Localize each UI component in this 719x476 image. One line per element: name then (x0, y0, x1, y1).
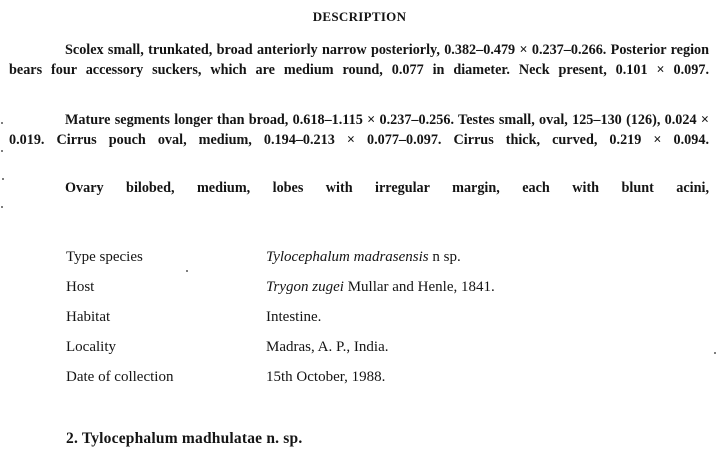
info-row-type-species (66, 242, 495, 272)
paragraph-mature-segments-text: Mature segments longer than broad, 0.618–1.115 × 0.237–0.256. Testes small, oval, 125–130 (126), 0.024 × 0.019. Cirrus pouch oval, medium, 0.194–0.213 × 0.077–0.097. Cirrus thick, curved, 0.219 × 0.094. (9, 112, 709, 148)
species-subheading: 2. Tylocephalum madhulatae n. sp. (66, 430, 303, 447)
paragraph-scolex-text: Scolex small, trunkated, broad anteriorly narrow posteriorly, 0.382–0.479 × 0.237–0.266. Posterior region bears four accessory suckers, which are medium round, 0.077 in diameter. Neck present, 0.101 × 0.097. (9, 42, 709, 78)
info-value (266, 309, 321, 326)
info-row-date-of-collection (66, 362, 495, 392)
info-value-italic: Tylocephalum madrasensis (266, 248, 429, 265)
info-value-text: Madras, A. P., India. (266, 338, 389, 355)
info-label: Host (66, 278, 95, 295)
info-row-locality (66, 332, 495, 362)
info-value (266, 369, 385, 386)
info-value-text: n sp. (428, 248, 461, 265)
info-label: Locality (66, 338, 116, 355)
scan-speck (1, 206, 3, 208)
info-value (266, 339, 389, 356)
info-value (266, 249, 461, 266)
paragraph-ovary (9, 178, 709, 200)
paragraph-ovary-text: Ovary bilobed, medium, lobes with irregular margin, each with blunt acini, (65, 180, 709, 196)
info-value (266, 279, 495, 296)
scan-speck (2, 178, 4, 180)
section-heading: DESCRIPTION (312, 9, 407, 24)
species-info-table (66, 242, 495, 392)
paragraph-mature-segments (9, 110, 709, 150)
scan-speck (186, 270, 188, 272)
scan-speck (714, 352, 716, 354)
scan-speck (1, 150, 3, 152)
info-label: Type species (66, 248, 143, 265)
info-value-text: Mullar and Henle, 1841. (343, 278, 495, 295)
info-value-text: 15th October, 1988. (266, 368, 386, 385)
info-label: Habitat (66, 308, 111, 325)
info-row-habitat (66, 302, 495, 332)
info-label: Date of collection (66, 368, 174, 385)
paragraph-scolex (9, 40, 709, 80)
info-row-host (66, 272, 495, 302)
info-value-italic: Trygon zugei (266, 278, 344, 295)
info-value-text: Intestine. (266, 308, 322, 325)
scan-speck (1, 122, 3, 124)
